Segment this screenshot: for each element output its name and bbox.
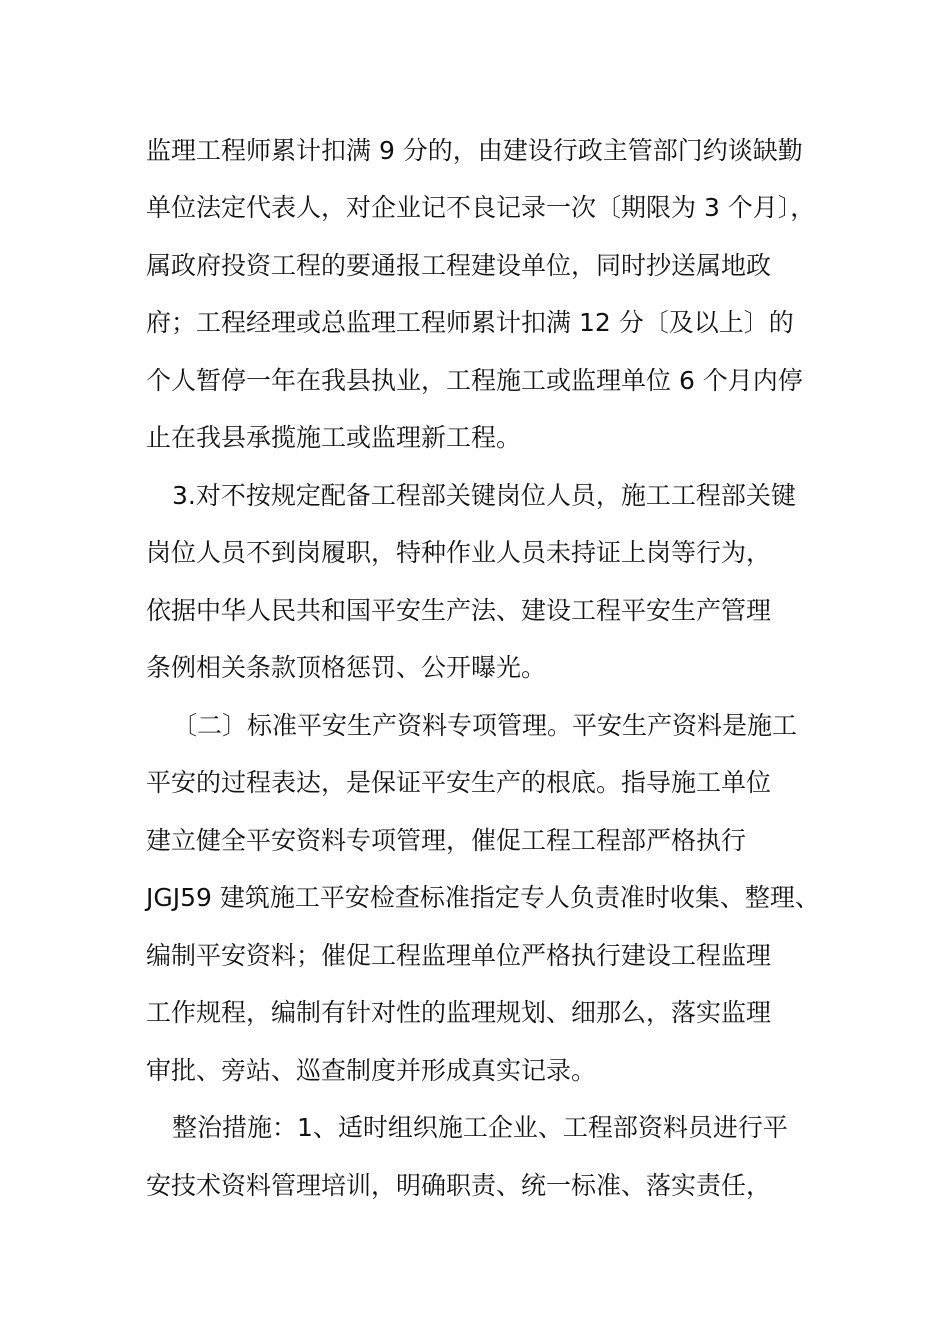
text-line: 个人暂停一年在我县执业，工程施工或监理单位 6 个月内停 bbox=[146, 366, 803, 395]
text-line: 监理工程师累计扣满 9 分的，由建设行政主管部门约谈缺勤 bbox=[146, 136, 803, 165]
text-line: 府；工程经理或总监理工程师累计扣满 12 分〔及以上〕的 bbox=[146, 308, 794, 337]
text-line: 岗位人员不到岗履职，特种作业人员未持证上岗等行为， bbox=[146, 538, 772, 567]
text-line: 平安的过程表达，是保证平安生产的根底。指导施工单位 bbox=[146, 768, 772, 797]
text-line: 止在我县承揽施工或监理新工程。 bbox=[146, 423, 522, 452]
text-line: 工作规程，编制有针对性的监理规划、细那么，落实监理 bbox=[146, 998, 772, 1027]
text-line: 安技术资料管理培训，明确职责、统一标准、落实责任， bbox=[146, 1171, 772, 1200]
text-line: JGJ59 建筑施工平安检查标准指定专人负责准时收集、整理、 bbox=[146, 883, 820, 912]
paragraph-first-line: 〔二〕标准平安生产资料专项管理。平安生产资料是施工 bbox=[172, 711, 798, 740]
text-line: 建立健全平安资料专项管理，催促工程工程部严格执行 bbox=[146, 826, 747, 855]
paragraph-first-line: 整治措施：1、适时组织施工企业、工程部资料员进行平 bbox=[172, 1113, 788, 1142]
paragraph-first-line: 3.对不按规定配备工程部关键岗位人员，施工工程部关键 bbox=[172, 481, 796, 510]
text-line: 单位法定代表人，对企业记不良记录一次〔期限为 3 个月〕， bbox=[146, 193, 816, 222]
text-line: 审批、旁站、巡查制度并形成真实记录。 bbox=[146, 1056, 597, 1085]
text-line: 依据中华人民共和国平安生产法、建设工程平安生产管理 bbox=[146, 596, 772, 625]
text-line: 属政府投资工程的要通报工程建设单位，同时抄送属地政 bbox=[146, 251, 772, 280]
text-line: 条例相关条款顶格惩罚、公开曝光。 bbox=[146, 653, 547, 682]
text-line: 编制平安资料；催促工程监理单位严格执行建设工程监理 bbox=[146, 941, 772, 970]
